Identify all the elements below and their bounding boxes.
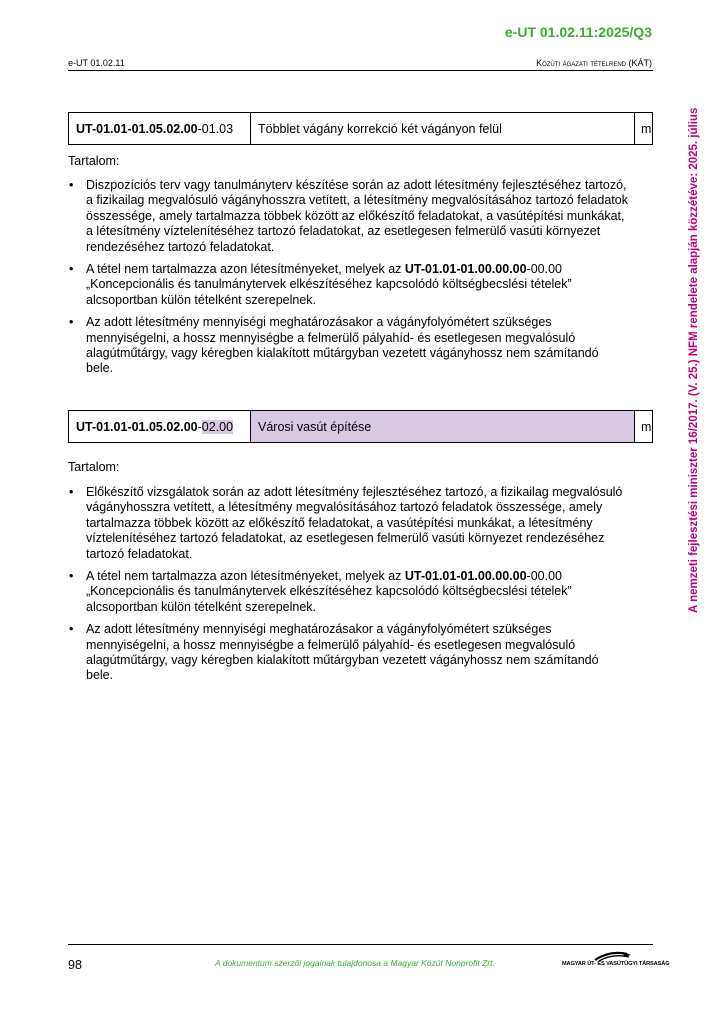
item-title: Többlet vágány korrekció két vágányon felül: [251, 113, 635, 144]
list-item: • A tétel nem tartalmazza azon létesítményeket, melyek az UT-01.01-01.00.00.00-00.00 „Koncepcionális és tanulmánytervek elkészítéséhez kapcsolódó költségbecslési tételek” alcsoportban külön tételként szerepelnek.: [68, 262, 628, 308]
item-table-2: [68, 410, 653, 443]
list-item: • Az adott létesítmény mennyiségi meghatározásakor a vágányfolyómétert szükséges mennyiségelni, a hossz mennyiségbe a felmerülő pályahíd- és esetlegesen megvalósuló alagútműtárgy, vagy kéregben kialakított műtárgyban vezetett vágányhossz nem számítandó bele.: [68, 315, 628, 377]
item-title: Városi vasút építése: [251, 411, 635, 442]
footer-divider: [68, 944, 653, 945]
header-right-title: Közúti ágazati tételrend (KÁT): [536, 58, 652, 68]
content-list-1: [68, 178, 628, 384]
list-item: • Diszpozíciós terv vagy tanulmányterv készítése során az adott létesítmény fejlesztéséhez tartozó, a fizikailag megvalósuló vágányhosszra vetített, a létesítmény megvalósításához tartozó feladatok összessége, amely tartalmazza többek között az előkészítő feladatokat, a vasútépítési munkákat, a létesítmény víztelenítéséhez tartozó feladatokat, az esetlegesen felmerülő vasúti környezet rendezéséhez tartozó feladatokat.: [68, 178, 628, 255]
item-code: UT-01.01-01.05.02.00 -01.03: [69, 113, 251, 144]
list-item: • Az adott létesítmény mennyiségi meghatározásakor a vágányfolyómétert szükséges mennyiségelni, a hossz mennyiségbe a felmerülő pályahíd- és esetlegesen megvalósuló alagútműtárgy, vagy kéregben kialakított műtárgyban vezetett vágányhossz nem számítandó bele.: [68, 622, 628, 684]
item-table-1: [68, 112, 653, 145]
logo-text: MAGYAR ÚT- ÉS VASÚTÜGYI TÁRSASÁG: [562, 961, 670, 967]
header-left-code: e-UT 01.02.11: [68, 58, 125, 68]
item-code: UT-01.01-01.05.02.00 - 02.00: [69, 411, 251, 442]
content-list-2: [68, 485, 628, 691]
page-number: 98: [68, 958, 82, 972]
society-logo-icon: [565, 948, 653, 972]
header-divider: [68, 70, 653, 71]
content-label: Tartalom:: [68, 154, 120, 168]
side-publication-note: A nemzeti fejlesztési miniszter 16/2017. (V. 25.) NFM rendelete alapján közzétéve: 2025. július: [688, 107, 700, 613]
item-unit: m: [641, 121, 652, 136]
document-code: e-UT 01.02.11:2025/Q3: [504, 24, 652, 40]
list-item: • A tétel nem tartalmazza azon létesítményeket, melyek az UT-01.01-01.00.00.00-00.00 „Koncepcionális és tanulmánytervek elkészítéséhez kapcsolódó költségbecslési tételek” alcsoportban külön tételként szerepelnek.: [68, 569, 628, 615]
list-item: • Előkészítő vizsgálatok során az adott létesítmény fejlesztéséhez tartozó, a fizikailag megvalósuló vágányhosszra vetített, a létesítmény megvalósításához tartozó feladatok összessége, amely tartalmazza többek között az előkészítő feladatokat, a vasútépítési munkákat, a létesítmény víztelenítéséhez tartozó feladatokat, az esetlegesen felmerülő vasúti környezet rendezéséhez tartozó feladatokat.: [68, 485, 628, 562]
copyright-note: A dokumentum szerzői jogainak tulajdonosa a Magyar Közút Nonprofit Zrt.: [215, 958, 495, 968]
content-label: Tartalom:: [68, 460, 120, 474]
item-unit: m: [641, 419, 652, 434]
